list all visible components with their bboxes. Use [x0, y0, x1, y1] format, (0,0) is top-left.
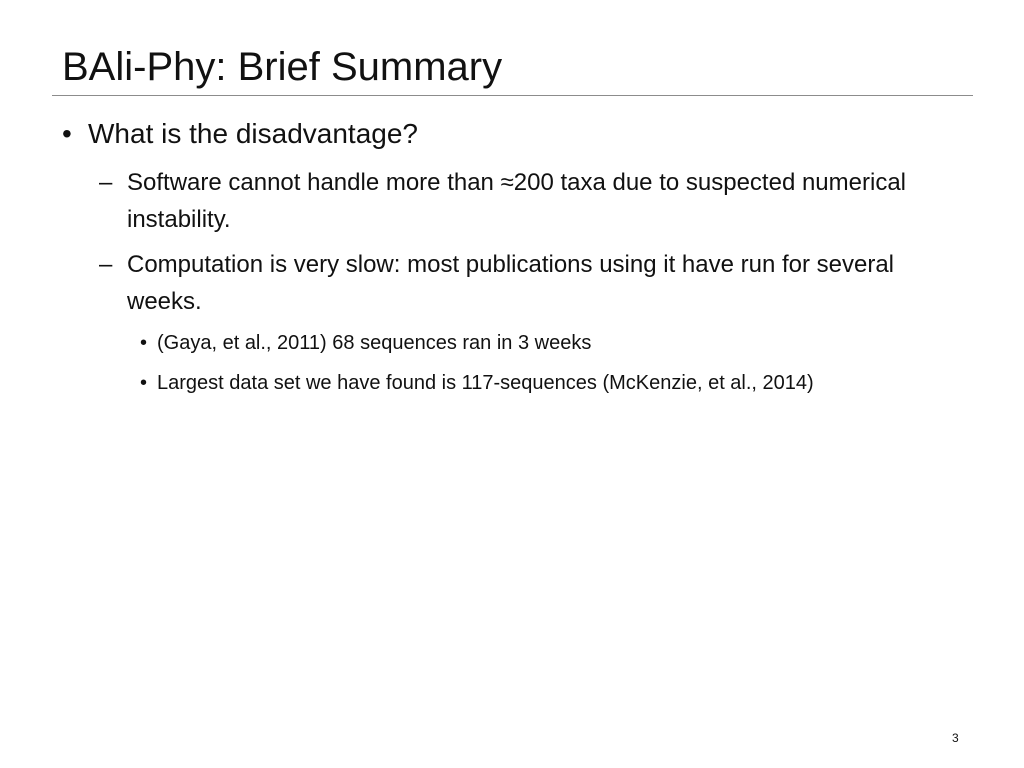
slide-title: BAli-Phy: Brief Summary	[62, 45, 503, 89]
bullet-marker: •	[140, 332, 148, 354]
bullet-marker: •	[140, 372, 148, 394]
page-number: 3	[952, 731, 959, 745]
bullet-text: Largest data set we have found is 117-sequences (McKenzie, et al., 2014)	[157, 372, 814, 394]
bullet-level2	[99, 246, 962, 320]
dash-marker: –	[99, 169, 113, 196]
bullet-level3	[140, 368, 962, 398]
bullet-level3	[140, 328, 962, 358]
slide-content	[62, 112, 962, 398]
bullet-text: Computation is very slow: most publications using it have run for several weeks.	[127, 251, 895, 315]
bullet-level1	[62, 112, 962, 156]
bullet-marker: •	[62, 118, 72, 149]
dash-marker: –	[99, 251, 113, 278]
title-divider	[52, 95, 973, 96]
bullet-text: What is the disadvantage?	[88, 118, 418, 149]
bullet-text: Software cannot handle more than ≈200 taxa due to suspected numerical instability.	[127, 169, 906, 233]
bullet-level2	[99, 164, 962, 238]
bullet-text: (Gaya, et al., 2011) 68 sequences ran in 3 weeks	[157, 332, 592, 354]
